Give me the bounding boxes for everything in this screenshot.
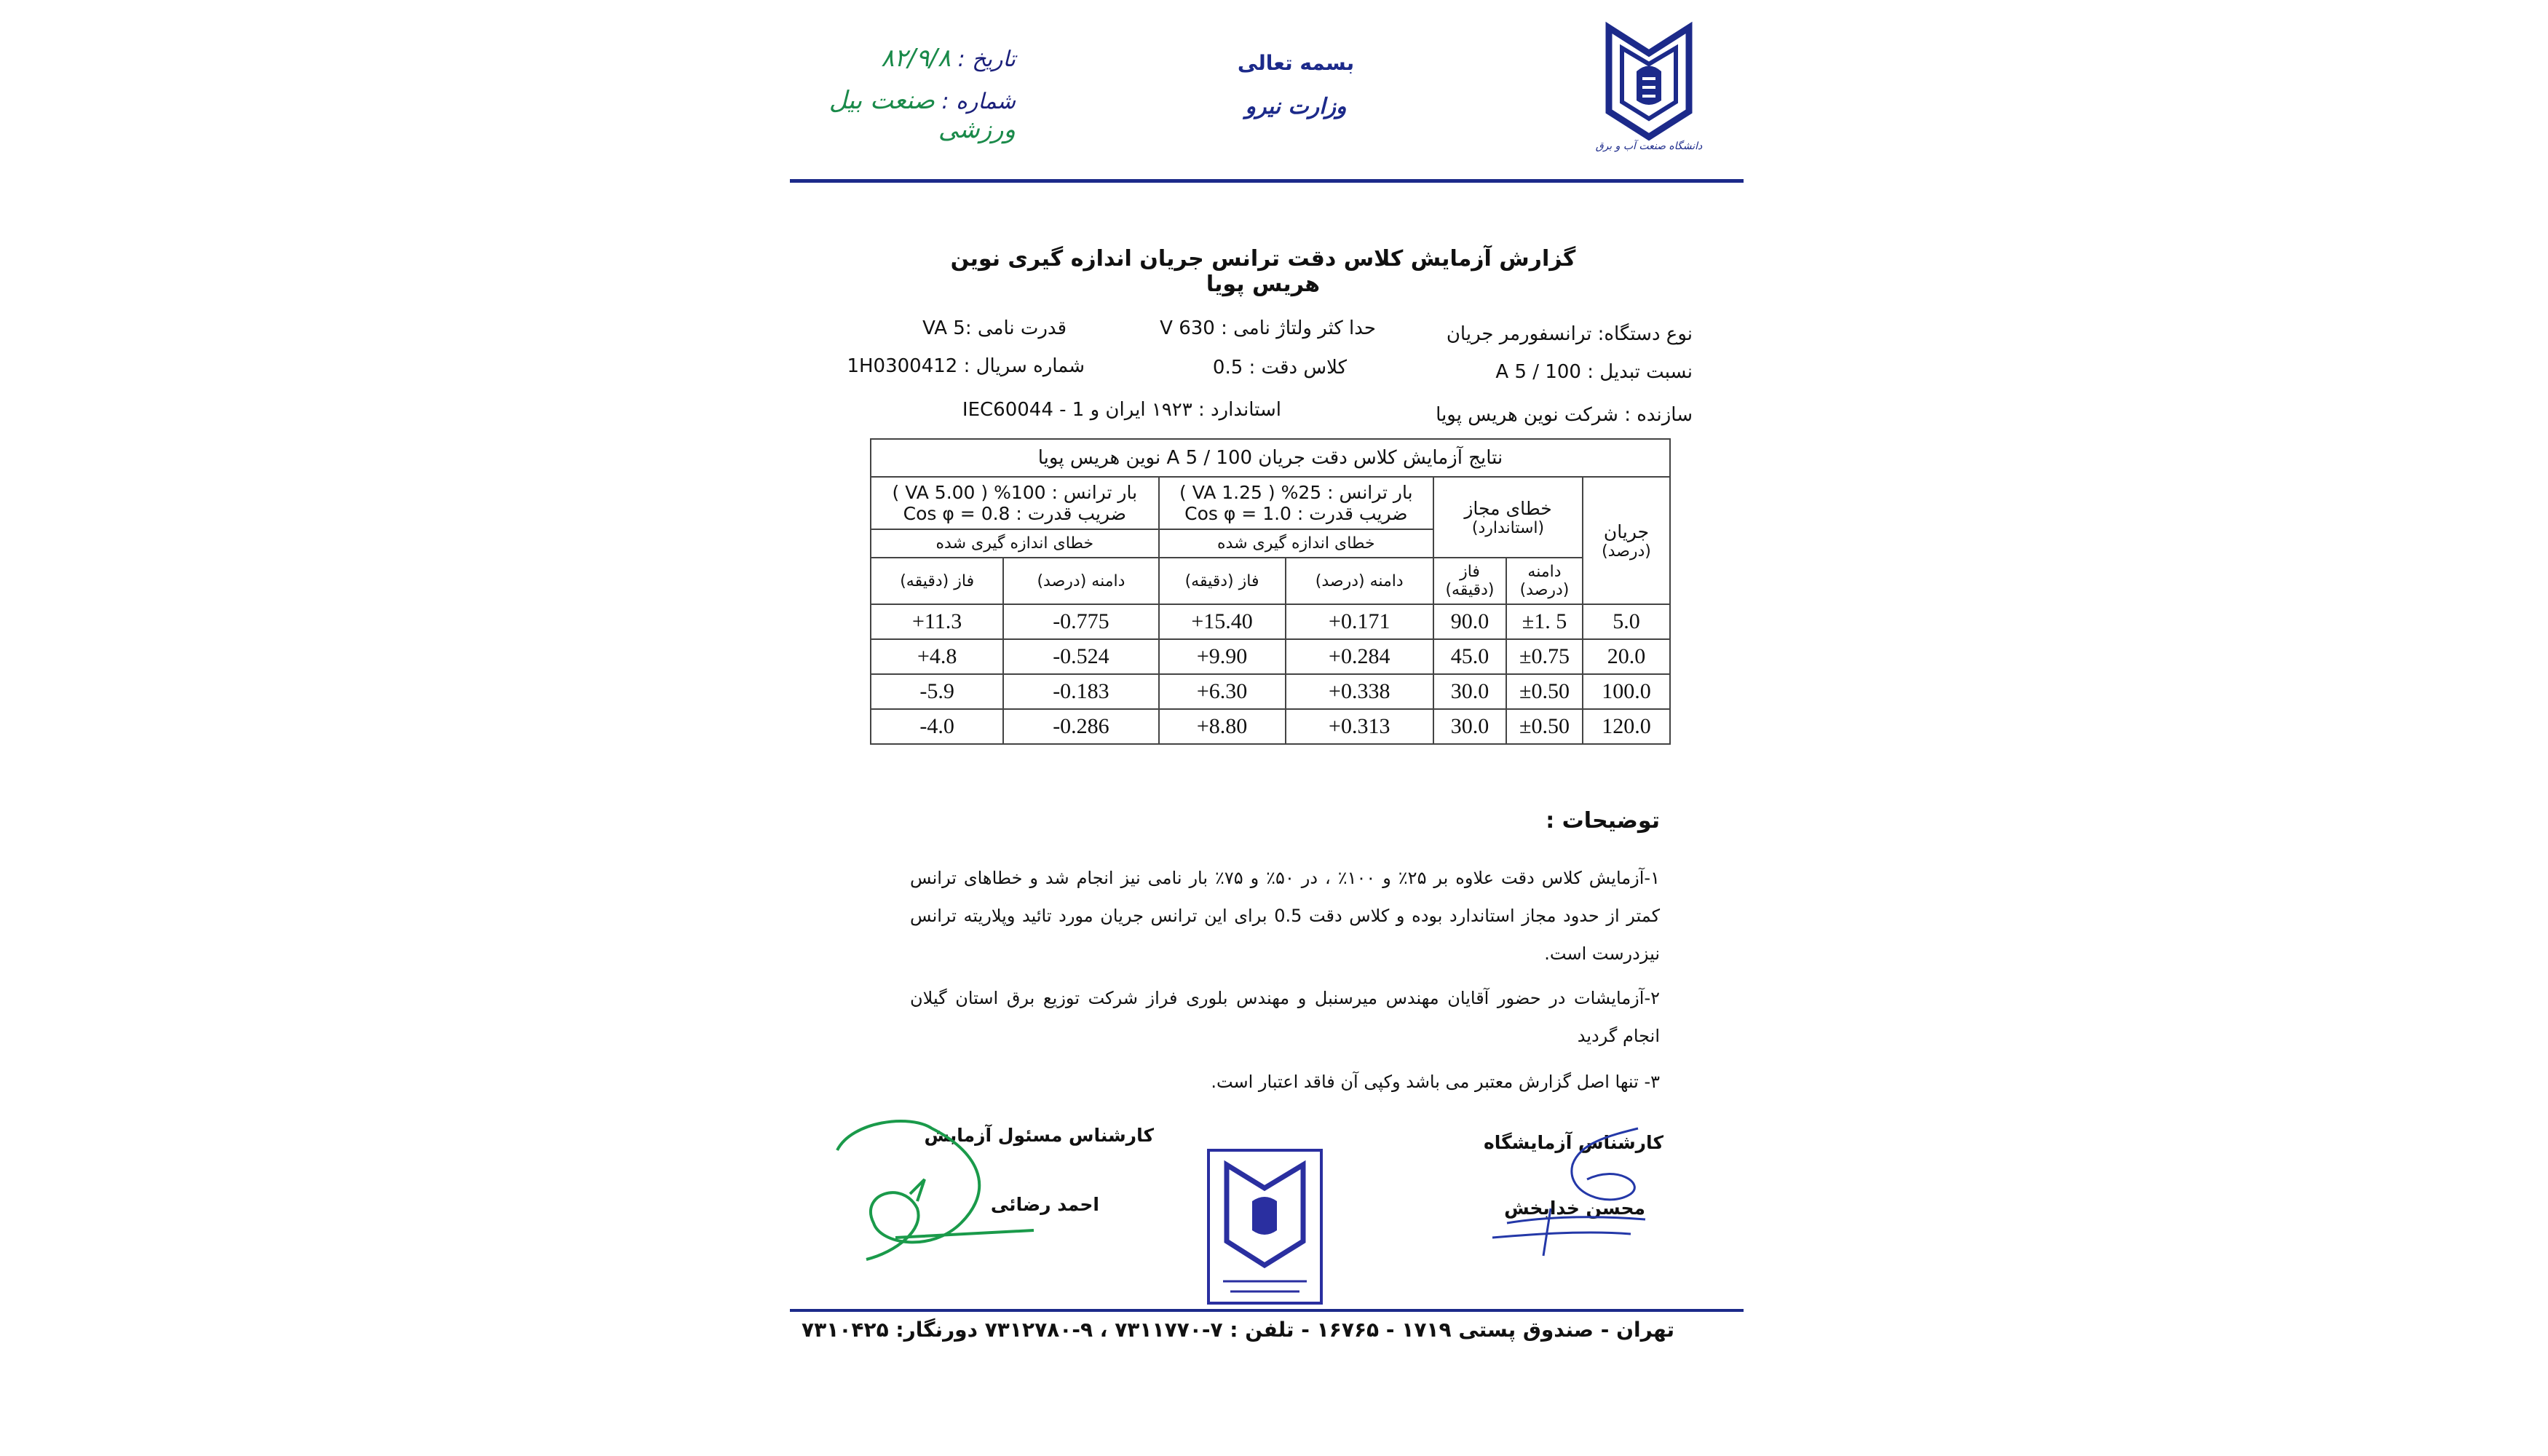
allowed-phase-header (1433, 558, 1506, 604)
col-allowed-label: خطای مجاز (1464, 497, 1552, 519)
cell-p25: +8.80 (1159, 709, 1286, 744)
report-title: گزارش آزمایش کلاس دقت ترانس جریان اندازه گیری نوین هریس پویا (950, 246, 1576, 297)
table-row (871, 639, 1670, 674)
cell-current: 5.0 (1583, 604, 1670, 639)
notes-heading: توضیحات : (1546, 808, 1660, 834)
date-line (775, 44, 1016, 73)
cell-p100: +4.8 (871, 639, 1003, 674)
results-table (870, 438, 1671, 745)
m100-phase-header: فاز (دقیقه) (871, 558, 1003, 604)
test-lead-name: احمد رضائی (990, 1194, 1099, 1215)
allowed-amp-unit: (درصد) (1519, 581, 1570, 599)
cell-allowed-phase: 90.0 (1433, 604, 1506, 639)
load100-header (871, 477, 1159, 529)
university-logo (1594, 20, 1704, 162)
lab-expert-signature (1463, 1121, 1653, 1267)
accuracy-class: کلاس دقت : 0.5 (1212, 357, 1347, 379)
col-allowed-sub: (استاندارد) (1471, 518, 1545, 537)
measured-header-100: خطای اندازه گیری شده (871, 529, 1159, 558)
header-row-3 (871, 558, 1670, 604)
footer-address: تهران - صندوق پستی ۱۷۱۹ - ۱۶۷۶۵ - تلفن : ۷-۷۳۱۱۷۷۰ ، ۹-۷۳۱۲۷۸۰ دورنگار: ۷۳۱۰۴۲۵ (802, 1318, 1674, 1342)
device-type: نوع دستگاه: ترانسفورمر جریان (1446, 323, 1693, 345)
header-row-1 (871, 477, 1670, 529)
footer-rule (790, 1309, 1744, 1312)
cell-a100: -0.286 (1003, 709, 1158, 744)
table-caption-row (871, 439, 1670, 477)
logo-caption: دانشگاه صنعت آب و برق (1595, 141, 1703, 152)
cell-allowed-phase: 30.0 (1433, 709, 1506, 744)
rated-power: قدرت نامی :5 VA (922, 317, 1067, 339)
cell-allowed-phase: 45.0 (1433, 639, 1506, 674)
note-3: ۳- تنها اصل گزارش معتبر می باشد وکپی آن فاقد اعتبار است. (1211, 1072, 1660, 1092)
note-2: ۲-آزمایشات در حضور آقایان مهندس میرسنبل و مهندس بلوری فراز شرکت توزیع برق استان گیلان انجام گردید (910, 988, 1660, 1046)
m25-amp-header: دامنه (درصد) (1286, 558, 1434, 604)
max-voltage: حدا کثر ولتاژ نامی : 630 V (1160, 317, 1376, 339)
cell-a25: +0.171 (1286, 604, 1434, 639)
allowed-amp-header (1506, 558, 1583, 604)
cell-p100: -5.9 (871, 674, 1003, 709)
manufacturer: سازنده : شرکت نوین هریس پویا (1436, 404, 1693, 426)
date-value: ۸۲/۹/۸ (881, 44, 951, 73)
cell-p100: +11.3 (871, 604, 1003, 639)
table-caption: نتایج آزمایش کلاس دقت جریان 100 / 5 A نوین هریس پویا (871, 439, 1670, 477)
measured-header-25: خطای اندازه گیری شده (1159, 529, 1433, 558)
cell-a100: -0.183 (1003, 674, 1158, 709)
letterhead-page (743, 0, 1762, 1456)
load25-header (1159, 477, 1433, 529)
cell-allowed-amp: ±0.50 (1506, 674, 1583, 709)
cell-allowed-phase: 30.0 (1433, 674, 1506, 709)
m25-phase-header: فاز (دقیقه) (1159, 558, 1286, 604)
cell-p100: -4.0 (871, 709, 1003, 744)
cell-a100: -0.524 (1003, 639, 1158, 674)
m100-amp-header: دامنه (درصد) (1003, 558, 1158, 604)
col-current-header (1583, 477, 1670, 604)
ministry-name: وزارت نیرو (1245, 94, 1347, 119)
number-label: شماره : (941, 89, 1016, 114)
note-1: ۱-آزمایش کلاس دقت علاوه بر ۲۵٪ و ۱۰۰٪ ، در ۵۰٪ و ۷۵٪ بار نامی نیز انجام شد و خطاهای ترانس کمتر از حدود مجاز استاندارد بوده و کلاس دقت 0.5 برای این ترانس جریان مورد تائید وپلاریته ترانس نیزدرست است. (910, 868, 1660, 964)
header-center (1223, 51, 1369, 119)
cell-current: 120.0 (1583, 709, 1670, 744)
cell-current: 100.0 (1583, 674, 1670, 709)
cell-p25: +6.30 (1159, 674, 1286, 709)
test-lead-title: کارشناس مسئول آزمایش (924, 1125, 1154, 1146)
standard: استاندارد : ۱۹۲۳ ایران و IEC60044 - 1 (962, 399, 1281, 421)
cell-a25: +0.284 (1286, 639, 1434, 674)
date-number-block (775, 44, 1016, 144)
lab-expert-name: محسن خدابخش (1504, 1198, 1645, 1219)
number-value: صنعت بیل ورزشی (828, 86, 1016, 144)
cell-a25: +0.313 (1286, 709, 1434, 744)
header-rule (790, 179, 1744, 183)
date-label: تاریخ : (957, 47, 1016, 72)
official-stamp-icon (1201, 1143, 1329, 1310)
table-row (871, 674, 1670, 709)
cell-a100: -0.775 (1003, 604, 1158, 639)
serial-number: شماره سریال : 1H0300412 (847, 355, 1085, 377)
lab-expert-title: کارشناس آزمایشگاه (1483, 1132, 1663, 1153)
table-row (871, 604, 1670, 639)
ratio: نسبت تبدیل : 100 / 5 A (1495, 361, 1693, 383)
number-line (775, 86, 1016, 144)
cell-allowed-amp: ±0.50 (1506, 709, 1583, 744)
load25-line1: بار ترانس : 25% ( 1.25 VA ) (1179, 482, 1413, 503)
col-current-label: جریان (1603, 521, 1650, 542)
cell-a25: +0.338 (1286, 674, 1434, 709)
allowed-phase-label: فاز (1460, 563, 1480, 581)
bismillah-text: بسمه تعالی (1237, 51, 1355, 75)
cell-allowed-amp: ±0.75 (1506, 639, 1583, 674)
col-allowed-header (1433, 477, 1583, 558)
load100-line2: ضریب قدرت : Cos φ = 0.8 (903, 503, 1126, 524)
allowed-amp-label: دامنه (1527, 563, 1562, 581)
load25-line2: ضریب قدرت : Cos φ = 1.0 (1184, 503, 1408, 524)
cell-allowed-amp: ±1. 5 (1506, 604, 1583, 639)
col-current-unit: (درصد) (1602, 542, 1651, 561)
test-lead-signature (815, 1107, 1048, 1274)
cell-p25: +15.40 (1159, 604, 1286, 639)
cell-current: 20.0 (1583, 639, 1670, 674)
table-row (871, 709, 1670, 744)
load100-line1: بار ترانس : 100% ( 5.00 VA ) (892, 482, 1138, 503)
allowed-phase-unit: (دقیقه) (1445, 581, 1495, 599)
cell-p25: +9.90 (1159, 639, 1286, 674)
